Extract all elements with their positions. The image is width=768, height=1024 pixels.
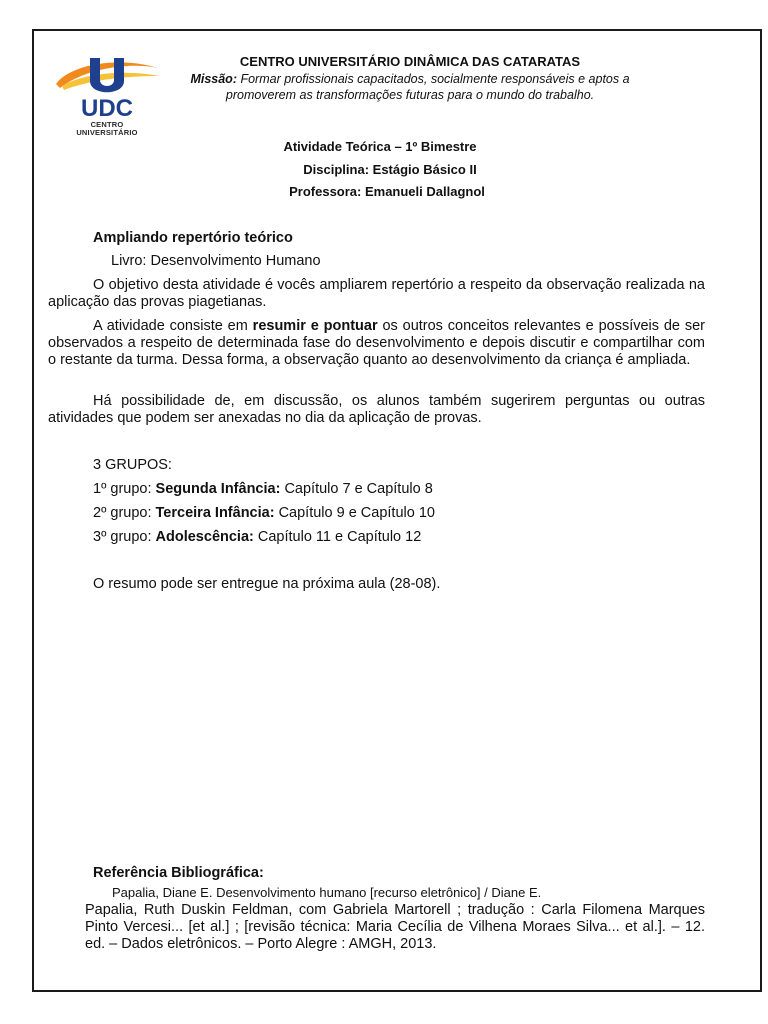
activity-title: Atividade Teórica – 1º Bimestre — [283, 139, 477, 154]
logo-letters: UDC — [81, 95, 133, 122]
paragraph-possibility: Há possibilidade de, em discussão, os alunos também sugerirem perguntas ou outras atividades que podem ser anexadas no dia da aplicação de provas. — [48, 393, 705, 426]
reference-first-line: Papalia, Diane E. Desenvolvimento humano [recurso eletrônico] / Diane E. — [112, 885, 542, 900]
book-line: Livro: Desenvolvimento Humano — [111, 253, 321, 269]
paragraph-activity-bold: resumir e pontuar — [252, 318, 378, 334]
mission-label: Missão: — [190, 72, 237, 86]
group-item-2 — [93, 505, 435, 521]
group-prefix: 3º grupo: — [93, 529, 156, 545]
reference-heading: Referência Bibliográfica: — [93, 865, 264, 881]
group-prefix: 1º grupo: — [93, 481, 156, 497]
section-title: Ampliando repertório teórico — [93, 230, 293, 246]
discipline-line: Disciplina: Estágio Básico II — [303, 162, 477, 177]
teacher-line: Professora: Emanueli Dallagnol — [289, 184, 485, 199]
groups-title: 3 GRUPOS: — [93, 457, 172, 473]
paragraph-objective: O objetivo desta atividade é vocês ampliarem repertório a respeito da observação realizada na aplicação das provas piagetianas. — [48, 277, 705, 310]
mission-text: Formar profissionais capacitados, socialmente responsáveis e aptos a promoverem as transformações futuras para o mundo do trabalho. — [225, 72, 630, 102]
group-item-3 — [93, 529, 421, 545]
logo-subtitle-1: CENTRO — [90, 120, 124, 129]
deadline-note: O resumo pode ser entregue na próxima aula (28-08). — [93, 576, 441, 592]
group-item-1 — [93, 481, 433, 497]
group-chapters: Capítulo 7 e Capítulo 8 — [280, 481, 433, 497]
reference-body: Papalia, Ruth Duskin Feldman, com Gabriela Martorell ; tradução : Carla Filomena Marques Pinto Vercesi... [et al.] ; [revisão técnica: Maria Cecília de Vilhena Moraes Silva... et al.]. – 12. ed. – Dados eletrônicos. – Porto Alegre : AMGH, 2013. — [85, 902, 705, 952]
group-phase: Terceira Infância: — [155, 505, 275, 521]
group-chapters: Capítulo 9 e Capítulo 10 — [274, 505, 435, 521]
paragraph-activity-end: os outros conceitos relevantes e possíveis de ser observados a respeito de determinada fase do desenvolvimento e depois discutir e compartilhar com o restante da turma. Dessa forma, a observação quanto ao desenvolvimento da criança é ampliada. — [48, 318, 705, 368]
paragraph-activity — [48, 318, 705, 369]
logo-subtitle-2: UNIVERSITÁRIO — [76, 128, 138, 137]
institution-name: CENTRO UNIVERSITÁRIO DINÂMICA DAS CATARATAS — [239, 54, 581, 69]
group-prefix: 2º grupo: — [93, 505, 156, 521]
mission-statement — [180, 71, 640, 103]
paragraph-activity-start: A atividade consiste em — [93, 318, 253, 334]
group-phase: Adolescência: — [155, 529, 254, 545]
group-chapters: Capítulo 11 e Capítulo 12 — [253, 529, 422, 545]
group-phase: Segunda Infância: — [155, 481, 281, 497]
